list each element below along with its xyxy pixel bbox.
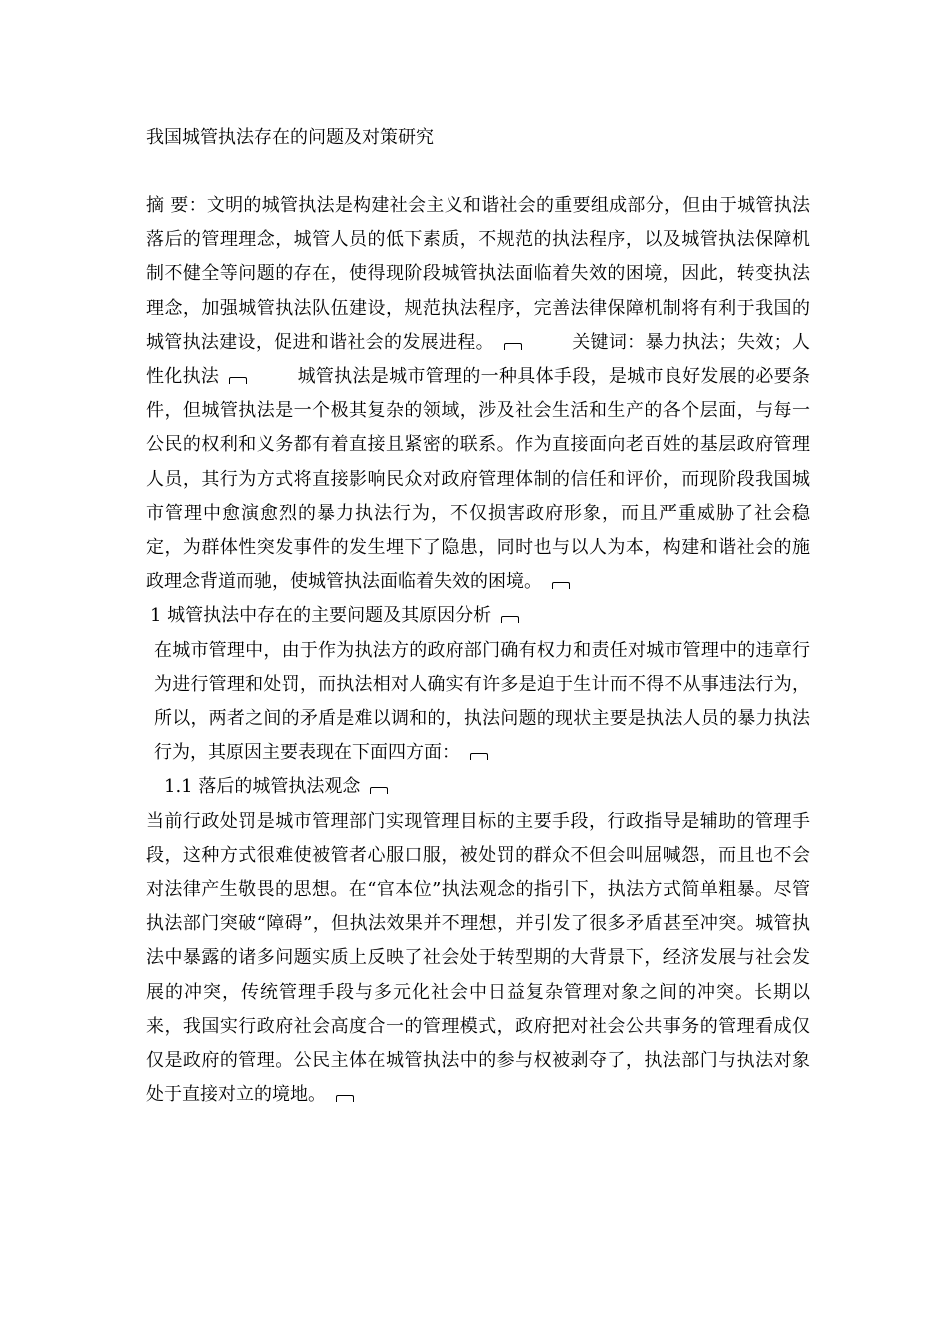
intro-text: 城管执法是城市管理的一种具体手段，是城市良好发展的必要条件，但城管执法是一个极其复杂的领域，涉及社会生活和生产的各个层面，与每一公民的权利和义务都有着直接且紧密的联系。作为直接面向老百姓的基层政府管理人员，其行为方式将直接影响民众对政府管理体制的信任和评价，而现阶段我国城市管理中愈演愈烈的暴力执法行为，不仅损害政府形象，而且严重威胁了社会稳定，为群体性突发事件的发生埋下了隐患，同时也与以人为本，构建和谐社会的施政理念背道而驰，使城管执法面临着失效的困境。 (146, 366, 810, 593)
abstract-text: 摘 要：文明的城管执法是构建社会主义和谐社会的重要组成部分，但由于城管执法落后的管理理念，城管人员的低下素质，不规范的执法程序，以及城管执法保障机制不健全等问题的存在，使得现阶段城管执法面临着失效的困境，因此，转变执法理念，加强城管执法队伍建设，规范执法程序，完善法律保障机制将有利于我国的城管执法建设，促进和谐社会的发展进程。 (146, 195, 810, 353)
document-body (146, 189, 810, 1112)
abstract-paragraph (146, 189, 810, 599)
paragraph-mark-icon (229, 377, 247, 384)
keywords-text: 暴力执法；失效；人性化执法 (146, 331, 810, 388)
paragraph-mark-icon (336, 1095, 354, 1102)
paragraph-mark-icon (504, 343, 522, 350)
paragraph-mark-icon (370, 787, 388, 794)
section-1-1-text: 当前行政处罚是城市管理部门实现管理目标的主要手段，行政指导是辅助的管理手段，这种方式很难使被管者心服口服，被处罚的群众不但会叫屈喊怨，而且也不会对法律产生敬畏的思想。在“官本位”执法观念的指引下，执法方式简单粗暴。尽管执法部门突破“障碍”，但执法效果并不理想，并引发了很多矛盾甚至冲突。城管执法中暴露的诸多问题实质上反映了社会处于转型期的大背景下，经济发展与社会发展的冲突，传统管理手段与多元化社会中日益复杂管理对象之间的冲突。长期以来，我国实行政府社会高度合一的管理模式，政府把对社会公共事务的管理看成仅仅是政府的管理。公民主体在城管执法中的参与权被剥夺了，执法部门与执法对象处于直接对立的境地。 (146, 810, 810, 1106)
keywords-label: 关键词： (571, 331, 646, 353)
subsection-heading (146, 770, 810, 804)
section-1-1-heading: 1.1 落后的城管执法观念 (164, 776, 361, 798)
section-paragraph (146, 634, 810, 771)
section-1-heading: 1 城管执法中存在的主要问题及其原因分析 (150, 605, 492, 627)
section-1-text: 在城市管理中，由于作为执法方的政府部门确有权力和责任对城市管理中的违章行为进行管理和处罚，而执法相对人确实有许多是迫于生计而不得不从事违法行为，所以，两者之间的矛盾是难以调和的，执法问题的现状主要是执法人员的暴力执法行为，其原因主要表现在下面四方面： (154, 639, 810, 764)
paragraph-mark-icon (552, 582, 570, 589)
section-heading (146, 599, 810, 633)
paragraph-mark-icon (470, 753, 488, 760)
subsection-paragraph (146, 805, 810, 1113)
paragraph-mark-icon (501, 616, 519, 623)
document-title: 我国城管执法存在的问题及对策研究 (146, 127, 434, 148)
